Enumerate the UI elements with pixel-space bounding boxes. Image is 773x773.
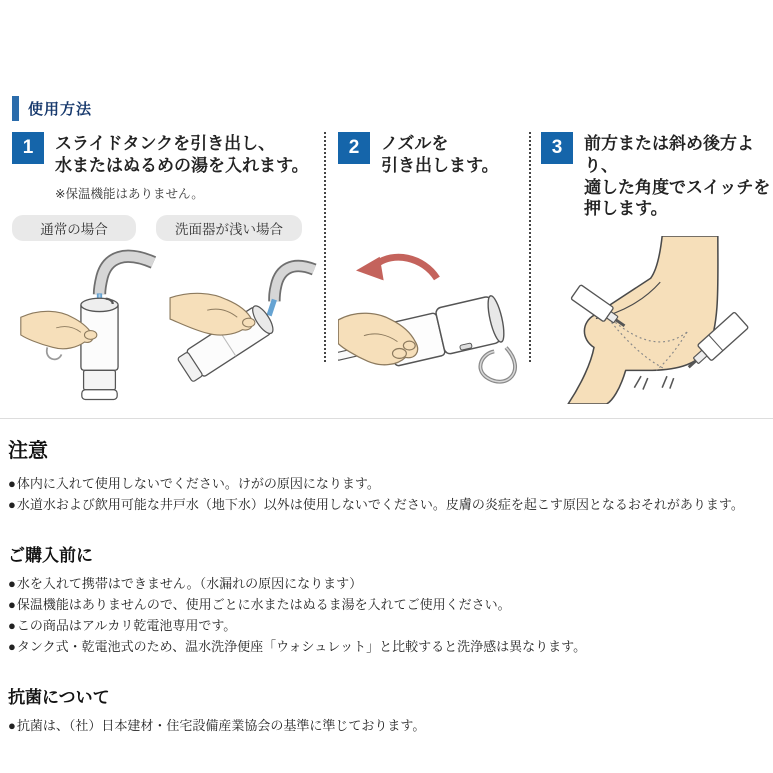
list-item — [8, 636, 761, 657]
step-1-title-line: 水またはぬるめの湯を入れます。 — [55, 155, 309, 175]
section-divider — [0, 418, 773, 419]
step-3-title — [584, 132, 773, 220]
caution-list — [8, 473, 761, 515]
before-purchase-list — [8, 573, 761, 657]
item-text: この商品はアルカリ乾電池専用です。 — [16, 618, 237, 634]
step-2-header — [338, 132, 529, 177]
case-labels — [12, 215, 324, 241]
notes-area — [0, 434, 773, 736]
antibacterial-heading: 抗菌について — [8, 688, 110, 708]
item-text: 水を入れて携帯はできません。（水漏れの原因になります） — [16, 576, 363, 592]
step-2-title-line: ノズルを — [381, 134, 449, 153]
list-item — [8, 473, 761, 494]
step-3-column — [529, 132, 773, 418]
bullet-icon: ● — [8, 618, 16, 634]
bullet-icon: ● — [8, 718, 16, 734]
item-text: 水道水および飲用可能な井戸水（地下水）以外は使用しないでください。皮膚の炎症を起こす原因となるおそれがあります。 — [16, 497, 744, 513]
bullet-icon: ● — [8, 639, 16, 655]
list-item — [8, 594, 761, 615]
step-3-number-badge: 3 — [541, 132, 573, 164]
step-1-illustrations — [12, 243, 324, 411]
column-divider — [324, 132, 326, 362]
step-1-note: ※保温機能はありません。 — [55, 186, 204, 201]
list-item — [8, 573, 761, 594]
bullet-icon: ● — [8, 576, 16, 592]
step-3-title-line: 押します。 — [584, 199, 668, 219]
bullet-icon: ● — [8, 497, 16, 513]
usage-section-title: 使用方法 — [28, 100, 93, 118]
item-text: 抗菌は、（社）日本建材・住宅設備産業協会の基準に準じております。 — [16, 718, 426, 734]
bullet-icon: ● — [8, 476, 16, 491]
caution-heading: 注意 — [8, 440, 48, 462]
step-2-title-line: 引き出します。 — [381, 155, 499, 175]
pill-shallow-basin-case: 洗面器が浅い場合 — [156, 215, 302, 241]
illustration-fill-tank-normal-icon — [12, 243, 164, 411]
illustration-fill-tank-tilted-icon — [164, 243, 322, 411]
step-1-title — [55, 132, 309, 177]
usage-section-header — [12, 95, 773, 121]
pill-normal-case: 通常の場合 — [12, 215, 136, 241]
step-3-title-line: 前方または斜め後方より、 — [584, 134, 754, 175]
step-1-number-badge: 1 — [12, 132, 44, 164]
bullet-icon: ● — [8, 597, 16, 613]
list-item — [8, 715, 761, 736]
step-3-title-line: 適した角度でスイッチを — [584, 177, 771, 197]
column-divider — [529, 132, 531, 362]
step-2-title — [381, 132, 499, 177]
step-2-column — [324, 132, 529, 418]
item-text: タンク式・乾電池式のため、温水洗浄便座「ウォシュレット」と比較すると洗浄感は異なります。 — [16, 639, 587, 655]
illustration-pull-nozzle-icon — [338, 237, 526, 387]
list-item — [8, 615, 761, 636]
step-2-number-badge: 2 — [338, 132, 370, 164]
item-text: 保温機能はありませんので、使用ごとに水またはぬるま湯を入れてご使用ください。 — [16, 597, 511, 613]
list-item — [8, 494, 761, 515]
antibacterial-list — [8, 715, 761, 736]
item-text: 体内に入れて使用しないでください。けがの原因になります。 — [16, 476, 380, 491]
steps-row — [0, 132, 773, 418]
step-1-title-line: スライドタンクを引き出し、 — [55, 134, 276, 153]
accent-bar — [12, 96, 19, 121]
illustration-spray-angle-icon — [541, 236, 767, 404]
before-purchase-heading: ご購入前に — [8, 546, 93, 566]
step-1-column — [0, 132, 324, 418]
step-1-header — [12, 132, 324, 177]
step-3-header — [541, 132, 773, 220]
